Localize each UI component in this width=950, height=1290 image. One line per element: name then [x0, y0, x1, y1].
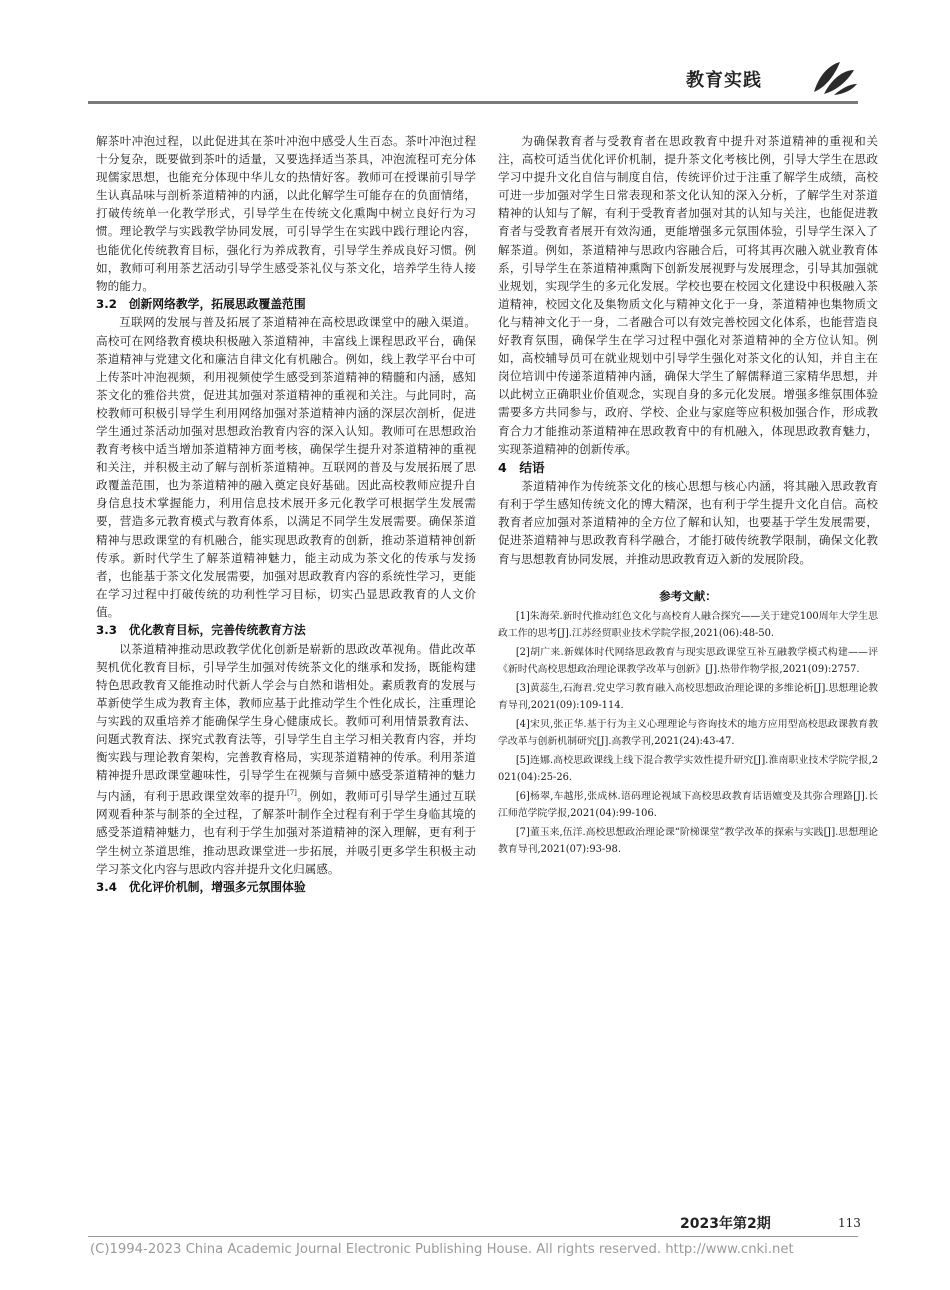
reference-item: [2]胡广来.新媒体时代网络思政教育与现实思政课堂互补互融教学模式构建——评《新时代高校思想政治理论课教学改革与创新》[J].热带作物学报,2021(09):2757. — [498, 646, 878, 675]
leaf-logo-icon — [810, 58, 858, 98]
header-divider — [88, 101, 858, 104]
reference-item: [7]董玉来,伍洋.高校思想政治理论课“阶梯课堂”教学改革的探索与实践[J].思想理论教育导刊,2021(07):93-98. — [498, 826, 878, 855]
paragraph-3-3-part-a: 以茶道精神推动思政教学优化创新是崭新的思政改革视角。借此改革契机优化教育目标，引导学生加强对传统茶文化的继承和发扬，既能构建特色思政教育又能推动时代新人学会与自然和谐相处。素质教育的发展与革新使学生成为教育主体，教师应基于此推动学生个性化成长，注重理论与实践的双重培养才能确保学生身心健康成长。教师可利用情景教育法、问题式教育法、探究式教育法等，引导学生自主学习相关教育内容，并均衡实践与理论教育架构，完善教育格局，实现茶道精神的传承。利用茶道精神提升思政课堂趣味性，引导学生在视频与音频中感受茶道精神的魅力与内涵，有利于思政课堂效率的提升 — [96, 641, 476, 804]
paragraph-3-3 — [96, 640, 476, 878]
journal-section-title: 教育实践 — [686, 70, 762, 91]
references-list — [498, 608, 878, 858]
issue-label: 2023年第2期 — [680, 1216, 771, 1232]
references-title: 参考文献： — [659, 588, 717, 603]
reference-item: [5]连娜.高校思政课线上线下混合教学实效性提升研究[J].淮南职业技术学院学报,2021(04):25-26. — [498, 754, 878, 783]
citation-marker: [7] — [287, 789, 297, 798]
reference-item: [6]杨翠,车越彤,张成林.语码理论视域下高校思政教育话语嬗变及其弥合理路[J].长江师范学院学报,2021(04):99-106. — [498, 790, 878, 819]
paragraph-3-2: 互联网的发展与普及拓展了茶道精神在高校思政课堂中的融入渠道。高校可在网络教育模块积极融入茶道精神，丰富线上课程思政平台，确保茶道精神与党建文化和廉洁自律文化有机融合。例如，线上教学平台中可上传茶叶冲泡视频，利用视频使学生感受到茶道精神的精髓和内涵，感知茶文化的雅俗共赏，促进其加强对茶道精神的重视和关注。与此同时，高校教师可积极引导学生利用网络加强对茶道精神内涵的深层次剖析，促进学生通过茶活动加强对思想政治教育内容的深入认知。教师可在思想政治教育考核中适当增加茶道精神方面考核，确保学生提升对茶道精神的重视和关注，并积极主动了解与剖析茶道精神。互联网的普及与发展拓展了思政覆盖范围，也为茶道精神的融入奠定良好基础。因此高校教师应提升自身信息技术掌握能力，利用信息技术展开多元化教学可根据学生发展需要，营造多元教育模式与教育体系，以满足不同学生发展需要。确保茶道精神与思政课堂的有机融合，能实现思政教育的创新，推动茶道精神创新传承。新时代学生了解茶道精神魅力，能主动成为茶文化的传承与发扬者，也能基于茶文化发展需要，加强对思政教育内容的系统性学习，更能在学习过程中打破传统的功利性学习目标，切实凸显思政教育的人文价值。 — [96, 315, 476, 619]
section-heading-3-4: 3.4 优化评价机制，增强多元氛围体验 — [96, 879, 306, 894]
footer-divider — [88, 1236, 858, 1237]
section-heading-4: 4 结语 — [498, 459, 545, 475]
reference-item: [4]宋贝,张正华.基于行为主义心理理论与咨询技术的地方应用型高校思政课教育教学改革与创新机制研究[J].高教学刊,2021(24):43-47. — [498, 718, 878, 747]
section-heading-3-3: 3.3 优化教育目标，完善传统教育方法 — [96, 623, 306, 638]
reference-item: [1]朱海荣.新时代推动红色文化与高校育人融合探究——关于建党100周年大学生思政工作的思考[J].江苏经贸职业技术学院学报,2021(06):48-50. — [498, 610, 878, 639]
reference-item: [3]黄蕊生,石海君.党史学习教育融入高校思想政治理论课的多维论析[J].思想理论教育导刊,2021(09):109-114. — [498, 682, 878, 711]
page-number: 113 — [838, 1216, 861, 1230]
paragraph-3-3-part-b: 。例如，教师可引导学生通过互联网观看种茶与制茶的全过程，了解茶叶制作全过程有利于学生身临其境的感受茶道精神魅力，也有利于学生加强对茶道精神的深入理解，更有利于学生树立茶道思维，推动思政课堂进一步拓展，并吸引更多学生积极主动学习茶文化内容与思政内容并提升文化归属感。 — [96, 789, 476, 876]
paragraph-3-4: 为确保教育者与受教育者在思政教育中提升对茶道精神的重视和关注，高校可适当优化评价机制，提升茶文化考核比例，引导大学生在思政学习中提升文化自信与制度自信，传统评价过于注重了解学生成绩，高校可进一步加强对学生日常表现和茶文化认知的深入分析，了解学生对茶道精神的认知与了解，有利于受教育者加强对其的认知与关注，也能促进教育者与受教育者展开有效沟通，更能增强多元氛围体验，引导学生深入了解茶道。例如，茶道精神与思政内容融合后，可将其再次融入就业教育体系，引导学生在茶道精神熏陶下创新发展视野与发展理念，引导其加强就业规划，实现学生的多元化发展。学校也要在校园文化建设中积极融入茶道精神，校园文化及集物质文化与精神文化于一身，茶道精神也集物质文化与精神文化于一身，二者融合可以有效完善校园文化体系，也能营造良好教育氛围，确保学生在学习过程中强化对茶道精神的全方位认知。例如，高校辅导员可在就业规划中引导学生强化对茶文化的认知，并自主在岗位培训中传递茶道精神内涵，确保大学生了解儒释道三家精华思想，并以此树立正确职业价值观念，实现自身的多元化发展。增强多维氛围体验需要多方共同参与，政府、学校、企业与家庭等应积极加强合作，形成教育合力才能推动茶道精神在思政教育中的有机融入，体现思政教育魅力，实现茶道精神的创新传承。 — [498, 134, 878, 456]
copyright-notice: (C)1994-2023 China Academic Journal Electronic Publishing House. All rights reserved. http://www.cnki.net — [90, 1242, 794, 1257]
paragraph-continuation: 解茶叶冲泡过程，以此促进其在茶叶冲泡中感受人生百态。茶叶冲泡过程十分复杂，既要做到茶叶的适量，又要选择适当茶具，冲泡流程可充分体现儒家思想，也能充分体现中华儿女的热情好客。教师可在授课前引导学生认真品味与剖析茶道精神的内涵，以此化解学生可能存在的负面情绪，打破传统单一化教学形式，引导学生在传统文化熏陶中树立良好行为习惯。理论教学与实践教学协同发展，可引导学生在实践中践行理论内容，也能优化传统教育目标，强化行为养成教育，引导学生养成良好习惯。例如，教师可利用茶艺活动引导学生感受茶礼仪与茶文化，培养学生待人接物的能力。 — [96, 134, 476, 293]
paragraph-conclusion: 茶道精神作为传统茶文化的核心思想与核心内涵，将其融入思政教育有利于学生感知传统文化的博大精深，也有利于学生提升文化自信。高校教育者应加强对茶道精神的全方位了解和认知，也要基于学生发展需要，促进茶道精神与思政教育科学融合，才能打破传统教学限制，确保文化教育与思想教育协同发展，并推动思政教育迈入新的发展阶段。 — [498, 479, 878, 566]
right-column — [498, 132, 878, 860]
left-column — [96, 132, 476, 896]
section-heading-3-2: 3.2 创新网络教学，拓展思政覆盖范围 — [96, 296, 306, 311]
